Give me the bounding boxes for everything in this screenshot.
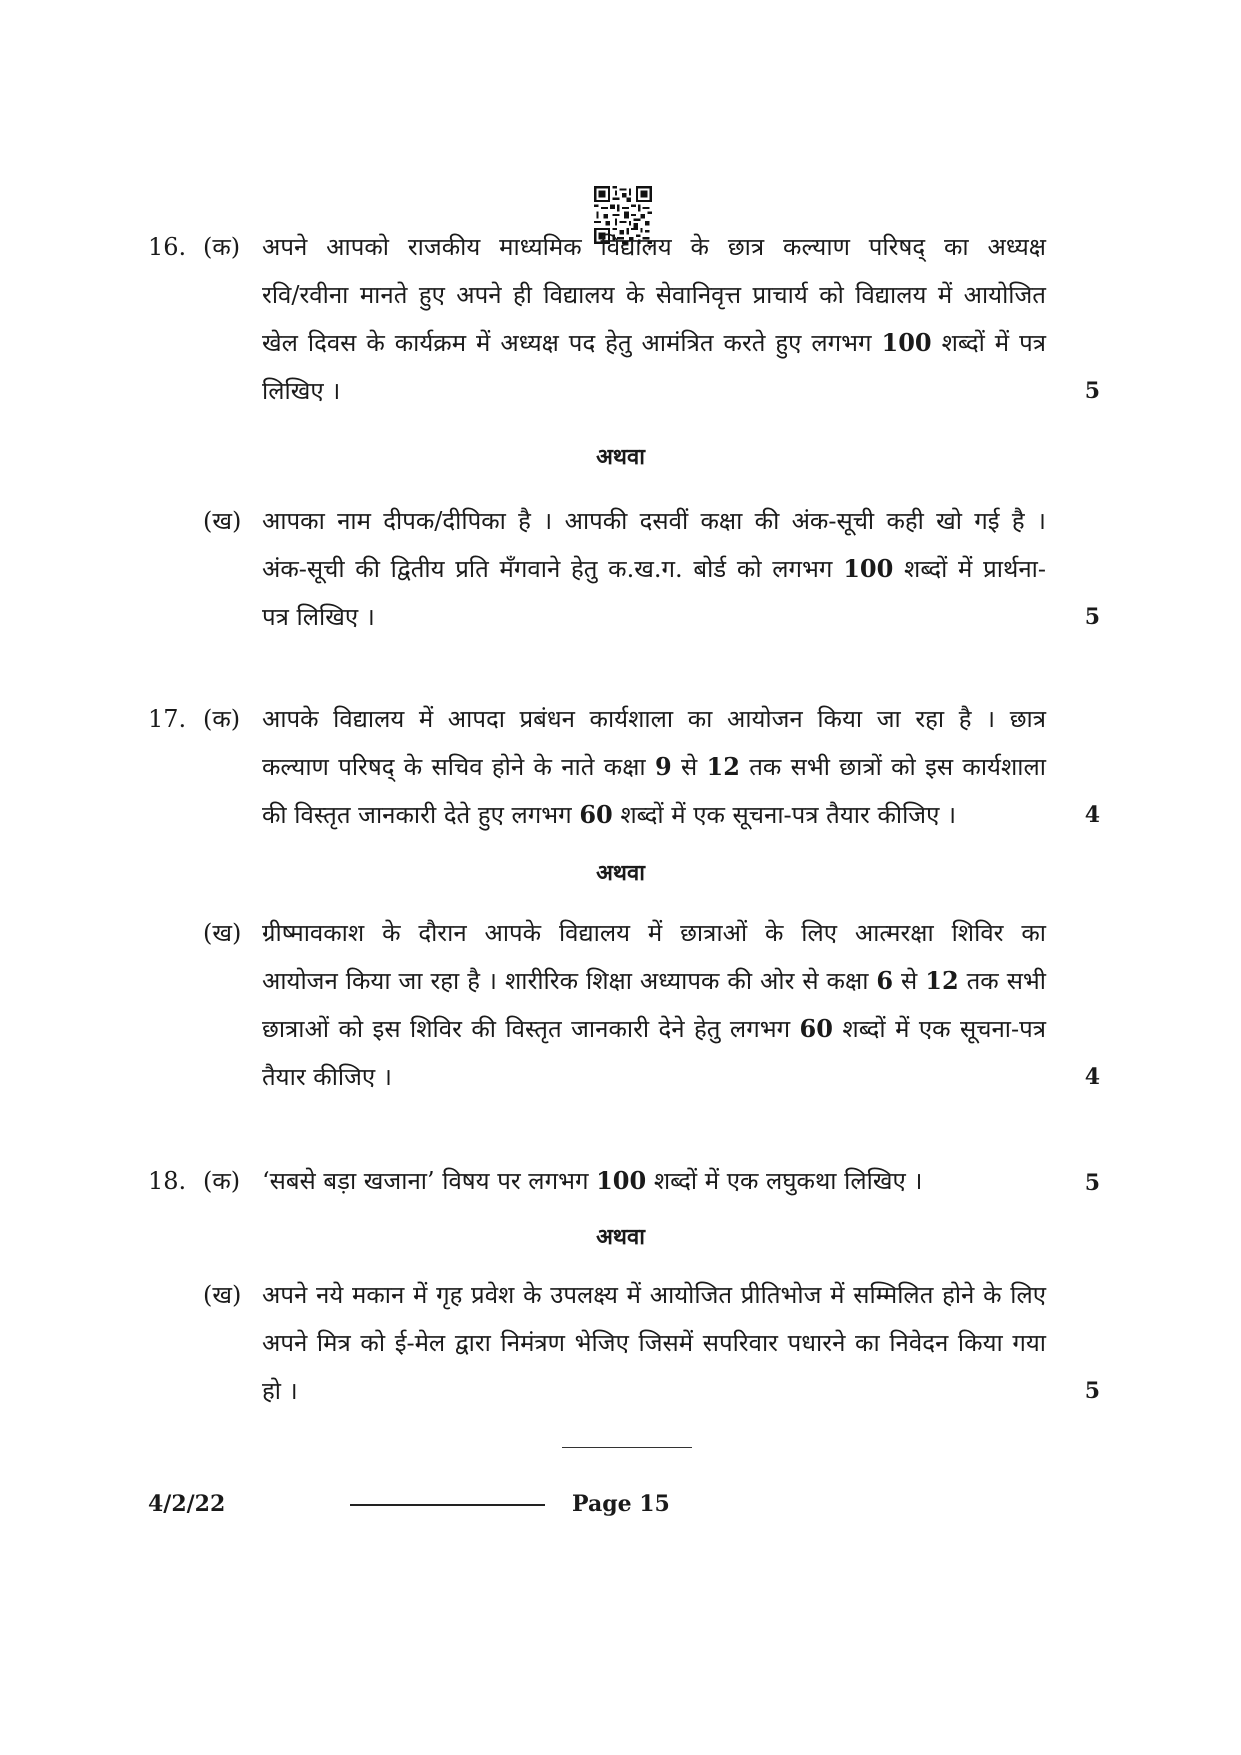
end-divider [562,1447,692,1448]
text-line: हो । [262,1377,298,1405]
text-line: अंक-सूची की द्वितीय प्रति मँगवाने हेतु क.ख.ग. बोर्ड को लगभग 100 शब्दों में प्रार्थना- [262,554,1046,583]
part-label: (ख) [203,919,242,947]
text-line: ‘सबसे बड़ा खजाना’ विषय पर लगभग 100 शब्दों में एक लघुकथा लिखिए । [262,1166,923,1195]
question-text [262,497,1046,641]
marks: 5 [1084,1170,1100,1196]
part-label: (ख) [203,1281,242,1309]
text-line: रवि/रवीना मानते हुए अपने ही विद्यालय के सेवानिवृत्त प्राचार्य को विद्यालय में आयोजित [262,281,1046,309]
text-line: आपके विद्यालय में आपदा प्रबंधन कार्यशाला का आयोजन किया जा रहा है । छात्र [262,705,1046,733]
part-label: (क) [203,1167,241,1195]
marks: 5 [1084,1378,1100,1404]
question-text [262,1157,1046,1205]
text-line: की विस्तृत जानकारी देते हुए लगभग 60 शब्दों में एक सूचना-पत्र तैयार कीजिए । [262,800,957,829]
text-line: कल्याण परिषद् के सचिव होने के नाते कक्षा 9 से 12 तक सभी छात्रों को इस कार्यशाला [262,752,1046,781]
question-text [262,1271,1046,1415]
question-text [262,695,1046,839]
page-number: Page 15 [572,1491,670,1517]
paper-code: 4/2/22 [148,1491,226,1517]
text-line: लिखिए । [262,377,341,405]
question-number: 17. [148,705,187,733]
part-label: (क) [203,705,241,733]
marks: 5 [1084,604,1100,630]
text-line: अपने नये मकान में गृह प्रवेश के उपलक्ष्य में आयोजित प्रीतिभोज में सम्मिलित होने के लिए [262,1281,1046,1309]
or-separator: अथवा [596,860,645,886]
text-line: ग्रीष्मावकाश के दौरान आपके विद्यालय में छात्राओं के लिए आत्मरक्षा शिविर का [262,919,1046,947]
question-number: 16. [148,233,187,261]
text-line: छात्राओं को इस शिविर की विस्तृत जानकारी देने हेतु लगभग 60 शब्दों में एक सूचना-पत्र [262,1014,1046,1043]
marks: 5 [1084,378,1100,404]
question-text [262,223,1046,415]
text-line: तैयार कीजिए । [262,1063,392,1091]
or-separator: अथवा [596,1224,645,1250]
marks: 4 [1084,1064,1100,1090]
question-number: 18. [148,1167,187,1195]
part-label: (ख) [203,507,242,535]
or-separator: अथवा [596,444,645,470]
question-text [262,909,1046,1101]
text-line: खेल दिवस के कार्यक्रम में अध्यक्ष पद हेतु आमंत्रित करते हुए लगभग 100 शब्दों में पत्र [262,328,1046,357]
marks: 4 [1084,802,1100,828]
text-line: अपने आपको राजकीय माध्यमिक विद्यालय के छात्र कल्याण परिषद् का अध्यक्ष [262,233,1046,261]
text-line: पत्र लिखिए । [262,603,375,631]
part-label: (क) [203,233,241,261]
footer-divider [350,1504,545,1506]
text-line: आयोजन किया जा रहा है । शारीरिक शिक्षा अध्यापक की ओर से कक्षा 6 से 12 तक सभी [262,966,1047,995]
text-line: अपने मित्र को ई-मेल द्वारा निमंत्रण भेजिए जिसमें सपरिवार पधारने का निवेदन किया गया [262,1329,1046,1357]
text-line: आपका नाम दीपक/दीपिका है । आपकी दसवीं कक्षा की अंक-सूची कही खो गई है । [262,507,1046,535]
